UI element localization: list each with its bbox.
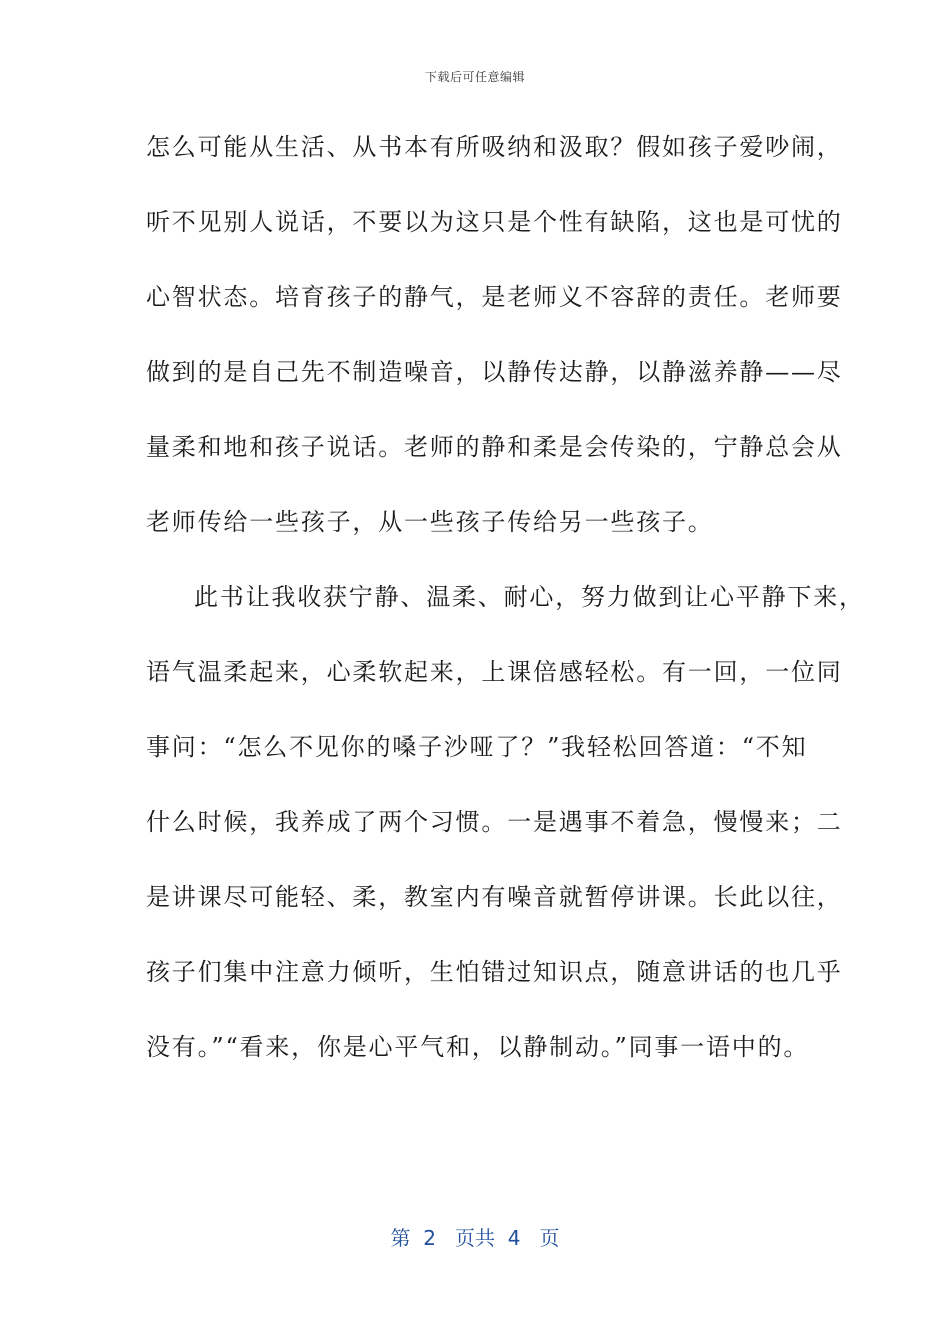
text-line: 语气温柔起来，心柔软起来，上课倍感轻松。有一回，一位同 bbox=[146, 658, 843, 686]
page-header: 下载后可任意编辑 bbox=[424, 70, 525, 84]
text-line: 老师传给一些孩子，从一些孩子传给另一些孩子。 bbox=[146, 508, 714, 536]
text-line: 事问：“怎么不见你的嗓子沙哑了？”我轻松回答道：“不知 bbox=[146, 733, 808, 761]
text-line: 什么时候，我养成了两个习惯。一是遇事不着急，慢慢来；二 bbox=[146, 808, 843, 836]
page-number-footer: 第 2 页共 4 页 bbox=[390, 1226, 560, 1250]
text-line: 心智状态。培育孩子的静气，是老师义不容辞的责任。老师要 bbox=[146, 283, 843, 311]
document-body bbox=[146, 122, 865, 1097]
text-line: 怎么可能从生活、从书本有所吸纳和汲取？假如孩子爱吵闹， bbox=[146, 133, 843, 161]
text-line: 是讲课尽可能轻、柔，教室内有噪音就暂停讲课。长此以往， bbox=[146, 883, 843, 911]
text-line: 量柔和地和孩子说话。老师的静和柔是会传染的，宁静总会从 bbox=[146, 433, 843, 461]
text-line: 孩子们集中注意力倾听，生怕错过知识点，随意讲话的也几乎 bbox=[146, 958, 843, 986]
paragraph-start-line: 此书让我收获宁静、温柔、耐心，努力做到让心平静下来， bbox=[194, 583, 865, 611]
text-line: 听不见别人说话，不要以为这只是个性有缺陷，这也是可忧的 bbox=[146, 208, 843, 236]
text-line: 没有。”“看来，你是心平气和，以静制动。”同事一语中的。 bbox=[146, 1033, 810, 1061]
text-line: 做到的是自己先不制造噪音，以静传达静，以静滋养静——尽 bbox=[146, 358, 843, 386]
